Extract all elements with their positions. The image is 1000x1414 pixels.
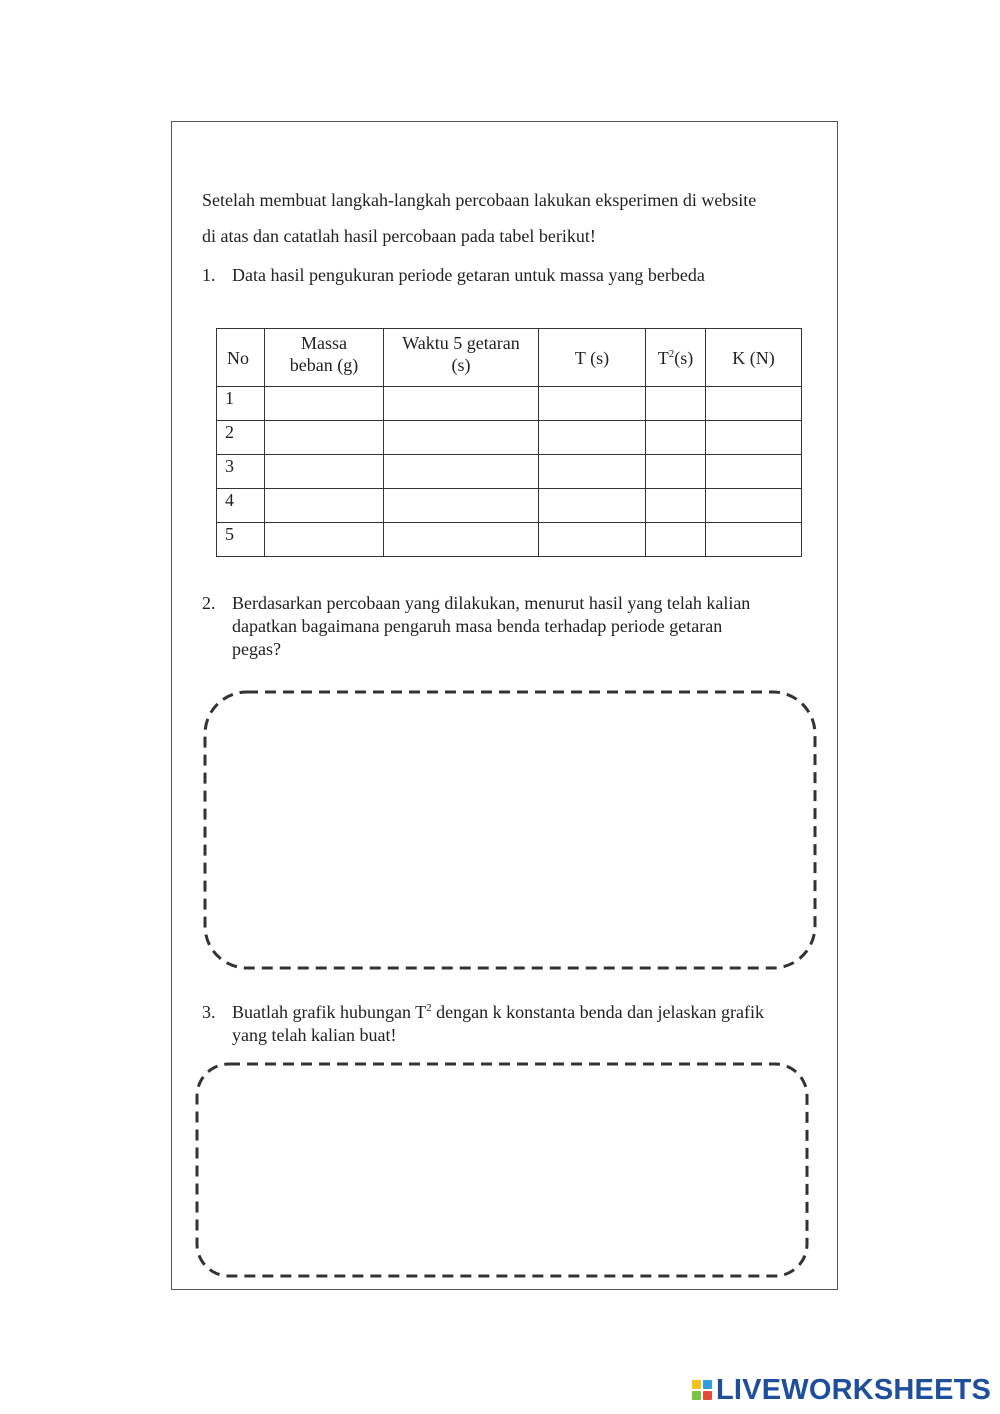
- question-2-line-3: pegas?: [232, 639, 281, 659]
- question-2-line-2: dapatkan bagaimana pengaruh masa benda terhadap periode getaran: [232, 616, 723, 636]
- massa-input-cell[interactable]: [265, 455, 384, 489]
- table-row: [217, 523, 802, 557]
- k-input-cell[interactable]: [706, 489, 802, 523]
- table-row: [217, 489, 802, 523]
- header-massa-line2: beban (g): [289, 355, 359, 375]
- t-input-cell[interactable]: [539, 455, 646, 489]
- row-number: 2: [217, 421, 265, 455]
- massa-input-cell[interactable]: [265, 523, 384, 557]
- t-input-cell[interactable]: [539, 489, 646, 523]
- header-waktu-line2: (s): [451, 355, 471, 375]
- question-3-text-post: dengan k konstanta benda dan jelaskan grafik: [431, 1002, 765, 1022]
- measurement-table: [216, 328, 802, 557]
- massa-input-cell[interactable]: [265, 489, 384, 523]
- intro-line-1: Setelah membuat langkah-langkah percobaan lakukan eksperimen di website: [202, 190, 757, 210]
- question-3-line-1: [232, 1001, 764, 1024]
- question-3-text-pre: Buatlah grafik hubungan T: [232, 1002, 427, 1022]
- waktu-input-cell[interactable]: [384, 387, 539, 421]
- t-squared-input-cell[interactable]: [646, 455, 706, 489]
- table-header-row: [217, 329, 802, 387]
- question-3-answer-box[interactable]: [195, 1062, 809, 1278]
- header-t-squared: [646, 329, 706, 387]
- t-squared-input-cell[interactable]: [646, 421, 706, 455]
- question-3-number: 3.: [202, 1002, 216, 1022]
- header-waktu: [384, 329, 539, 387]
- t-input-cell[interactable]: [539, 421, 646, 455]
- massa-input-cell[interactable]: [265, 387, 384, 421]
- header-waktu-line1: Waktu 5 getaran: [402, 333, 520, 353]
- header-massa-line1: Massa: [301, 333, 347, 353]
- question-2-answer-box[interactable]: [203, 690, 817, 970]
- waktu-input-cell[interactable]: [384, 523, 539, 557]
- t-squared-input-cell[interactable]: [646, 523, 706, 557]
- t-input-cell[interactable]: [539, 523, 646, 557]
- k-input-cell[interactable]: [706, 523, 802, 557]
- row-number: 5: [217, 523, 265, 557]
- liveworksheets-logo: [692, 1374, 991, 1406]
- header-t2-base: T: [657, 347, 669, 368]
- t-squared-input-cell[interactable]: [646, 489, 706, 523]
- waktu-input-cell[interactable]: [384, 421, 539, 455]
- header-t: T (s): [539, 329, 646, 387]
- k-input-cell[interactable]: [706, 387, 802, 421]
- row-number: 4: [217, 489, 265, 523]
- liveworksheets-logo-text: LIVEWORKSHEETS: [716, 1374, 992, 1406]
- waktu-input-cell[interactable]: [384, 489, 539, 523]
- k-input-cell[interactable]: [706, 455, 802, 489]
- waktu-input-cell[interactable]: [384, 455, 539, 489]
- question-1-text: Data hasil pengukuran periode getaran untuk massa yang berbeda: [232, 265, 705, 285]
- question-3-line-2: yang telah kalian buat!: [232, 1025, 397, 1045]
- question-2-line-1: Berdasarkan percobaan yang dilakukan, menurut hasil yang telah kalian: [232, 593, 751, 613]
- row-number: 1: [217, 387, 265, 421]
- header-no: No: [217, 329, 265, 387]
- question-3-sup: 2: [426, 1002, 432, 1014]
- t-squared-input-cell[interactable]: [646, 387, 706, 421]
- t-input-cell[interactable]: [539, 387, 646, 421]
- liveworksheets-logo-icon: [692, 1380, 712, 1400]
- table-row: [217, 455, 802, 489]
- header-t2-unit: (s): [674, 347, 694, 368]
- table-row: [217, 421, 802, 455]
- header-massa: [265, 329, 384, 387]
- question-2-number: 2.: [202, 593, 216, 613]
- header-k: K (N): [706, 329, 802, 387]
- header-t2-sup: 2: [668, 347, 675, 360]
- row-number: 3: [217, 455, 265, 489]
- intro-line-2: di atas dan catatlah hasil percobaan pada tabel berikut!: [202, 226, 596, 246]
- table-row: [217, 387, 802, 421]
- k-input-cell[interactable]: [706, 421, 802, 455]
- massa-input-cell[interactable]: [265, 421, 384, 455]
- question-1-number: 1.: [202, 265, 216, 285]
